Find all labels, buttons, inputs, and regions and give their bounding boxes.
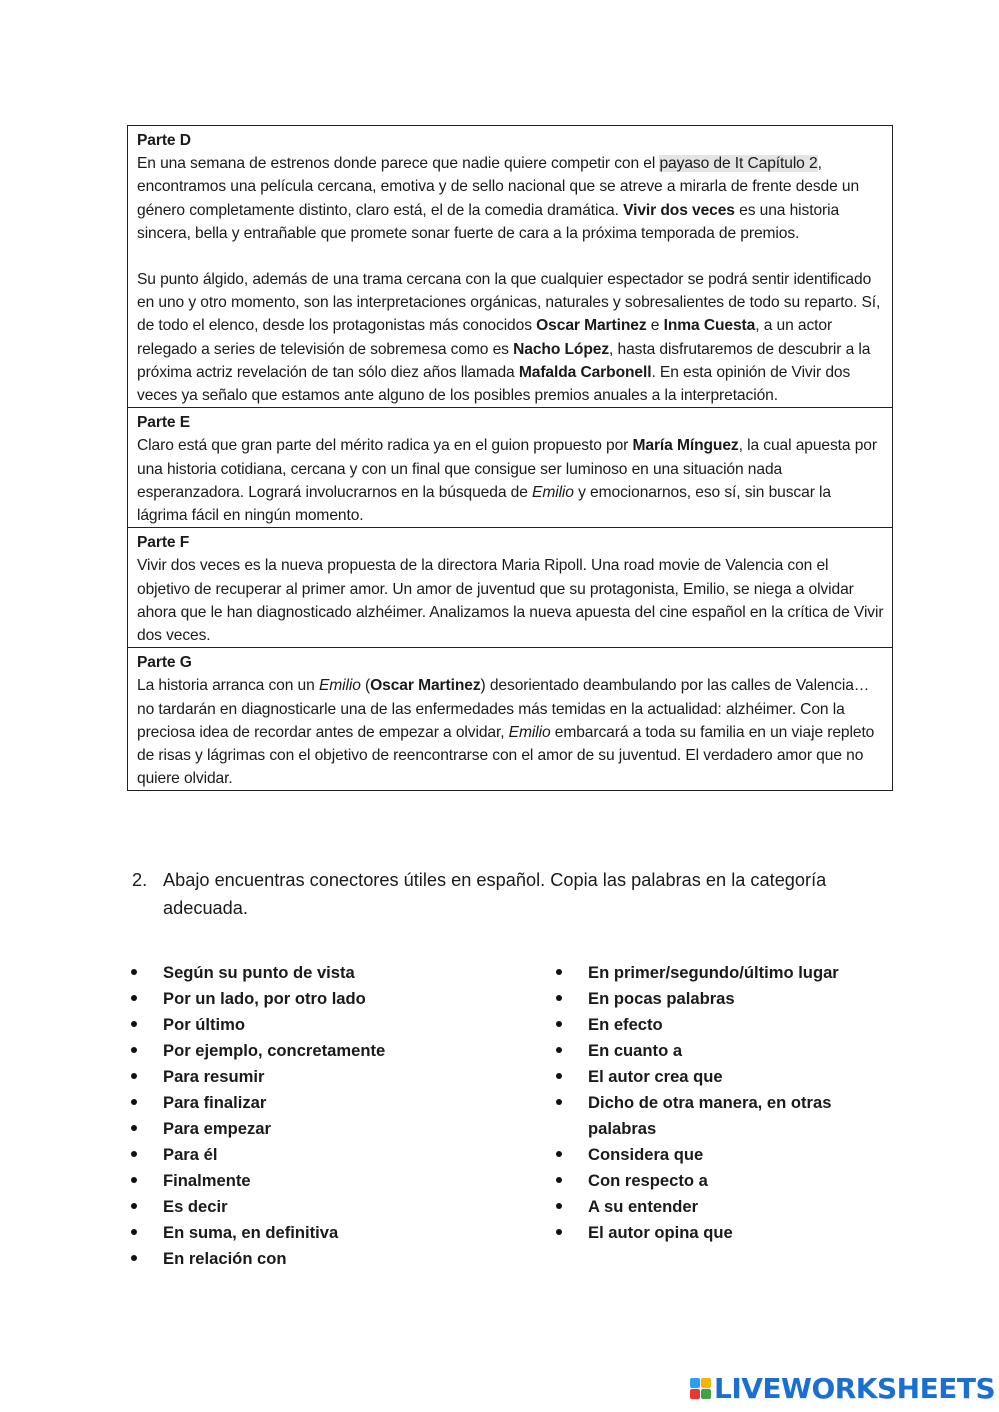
text-run: , a un actor relegado a series de televisión de sobremesa como es [137,317,833,358]
logo-square [701,1389,711,1399]
logo-square [690,1389,700,1399]
liveworksheets-logo [690,1370,995,1406]
connector-item: Para él [130,1142,520,1168]
bold-text: Oscar Martinez [370,677,481,695]
text-run: embarcará a toda su familia en un viaje repleto de risas y lágrimas con el objetivo de reencontrarse con el amor de su juventud. El verdadero amor que no quiere olvidar. [137,723,875,788]
connector-item: El autor crea que [555,1064,865,1090]
parte-d-paragraph-1 [137,152,884,245]
italic-text: Emilio [508,723,551,741]
text-run: e [646,317,664,335]
connector-item: Para finalizar [130,1090,520,1116]
reading-table [127,125,893,791]
italic-text: Emilio [318,677,361,695]
parte-d-cell [128,126,892,407]
text-run: , hasta disfrutaremos de descubrir a la próxima actriz revelación de tan sólo diez años llamada [137,340,871,381]
connector-item: Considera que [555,1142,865,1168]
parte-e-title: Parte E [137,414,191,432]
connectors-list-left [130,960,520,1272]
parte-f-paragraph [137,554,884,647]
connector-item: A su entender [555,1194,865,1220]
connector-item: En suma, en definitiva [130,1220,520,1246]
parte-e-paragraph [137,434,884,527]
connector-item: Dicho de otra manera, en otras palabras [555,1090,865,1142]
logo-square [701,1378,711,1388]
connector-item: Para resumir [130,1064,520,1090]
bold-text: Oscar Martinez [536,317,647,335]
question-text: Abajo encuentras conectores útiles en español. Copia las palabras en la categoría adecuada. [163,870,827,918]
connector-item: Con respecto a [555,1168,865,1194]
connectors-list-right [555,960,865,1246]
text-run: La historia arranca con un [137,677,319,695]
connector-item: El autor opina que [555,1220,865,1246]
text-run: Claro está que gran parte del mérito radica ya en el guion propuesto por [137,437,633,455]
parte-d-title: Parte D [137,132,191,149]
connector-item: Para empezar [130,1116,520,1142]
text-run: Vivir dos veces es la nueva propuesta de la directora Maria Ripoll. Una road movie de Valencia con el objetivo de recuperar al primer amor. Un amor de juventud que su protagonista, Emilio, se niega a olvidar ahora que le han diagnosticado alzhéimer. Analizamos la nueva apuesta del cine español en la crítica de Vivir dos veces. [137,557,884,645]
logo-square [690,1378,700,1388]
text-run: , encontramos una película cercana, emotiva y de sello nacional que se atreve a mirarla de frente desde un género completamente distinto, claro está, el de la comedia dramática. [137,155,860,219]
connector-item: Por último [130,1012,520,1038]
parte-d-paragraph-2 [137,268,884,407]
logo-text: LIVEWORKSHEETS [714,1371,996,1405]
parte-e-cell [128,407,892,527]
bold-text: Nacho López [513,340,610,358]
connector-item: En primer/segundo/último lugar [555,960,865,986]
text-run: es una historia sincera, bella y entrañable que promete sonar fuerte de cara a la próxima temporada de premios. [137,201,840,242]
text-run: ) desorientado deambulando por las calles de Valencia… no tardarán en diagnosticarle una de las enfermedades más temidas en la actualidad: alzhéimer. Con la preciosa idea de recordar antes de empezar a olvidar, [137,677,870,741]
parte-f-title: Parte F [137,534,190,552]
logo-mark-icon [690,1378,711,1399]
bold-text: Mafalda Carbonell [518,363,652,381]
text-run: ( [360,677,371,695]
bold-text: Vivir dos veces [623,201,735,219]
text-run: En una semana de estrenos donde parece que nadie quiere competir con el [137,155,660,173]
bold-text: María Mínguez [632,437,739,455]
question-number: 2. [132,870,148,890]
connector-item: Por ejemplo, concretamente [130,1038,520,1064]
highlighted-text: payaso de It Capítulo 2 [659,155,818,173]
question-2 [132,866,872,922]
connector-item: Por un lado, por otro lado [130,986,520,1012]
connector-item: En cuanto a [555,1038,865,1064]
connector-item: En pocas palabras [555,986,865,1012]
text-run: Su punto álgido, además de una trama cercana con la que cualquier espectador se podrá sentir identificado en uno y otro momento, son las interpretaciones orgánicas, naturales y sobresalientes de todo su reparto. Sí, de todo el elenco, desde los protagonistas más conocidos [137,271,881,335]
connector-item: Finalmente [130,1168,520,1194]
parte-g-paragraph [137,674,884,790]
bold-text: Inma Cuesta [663,317,756,335]
parte-g-title: Parte G [137,654,192,672]
text-run: . En esta opinión de Vivir dos veces ya señalo que estamos ante alguno de los posibles premios anuales a la interpretación. [137,363,851,405]
text-run: y emocionarnos, eso sí, sin buscar la lágrima fácil en ningún momento. [137,483,831,525]
connector-item: En efecto [555,1012,865,1038]
connector-item: Según su punto de vista [130,960,520,986]
connector-item: En relación con [130,1246,520,1272]
parte-f-cell [128,527,892,647]
text-run: , la cual apuesta por una historia cotidiana, cercana y con un final que consigue ser luminoso en una situación nada esperanzadora. Logrará involucrarnos en la búsqueda de [137,437,877,501]
parte-g-cell [128,647,892,790]
connector-item: Es decir [130,1194,520,1220]
italic-text: Emilio [532,483,574,501]
